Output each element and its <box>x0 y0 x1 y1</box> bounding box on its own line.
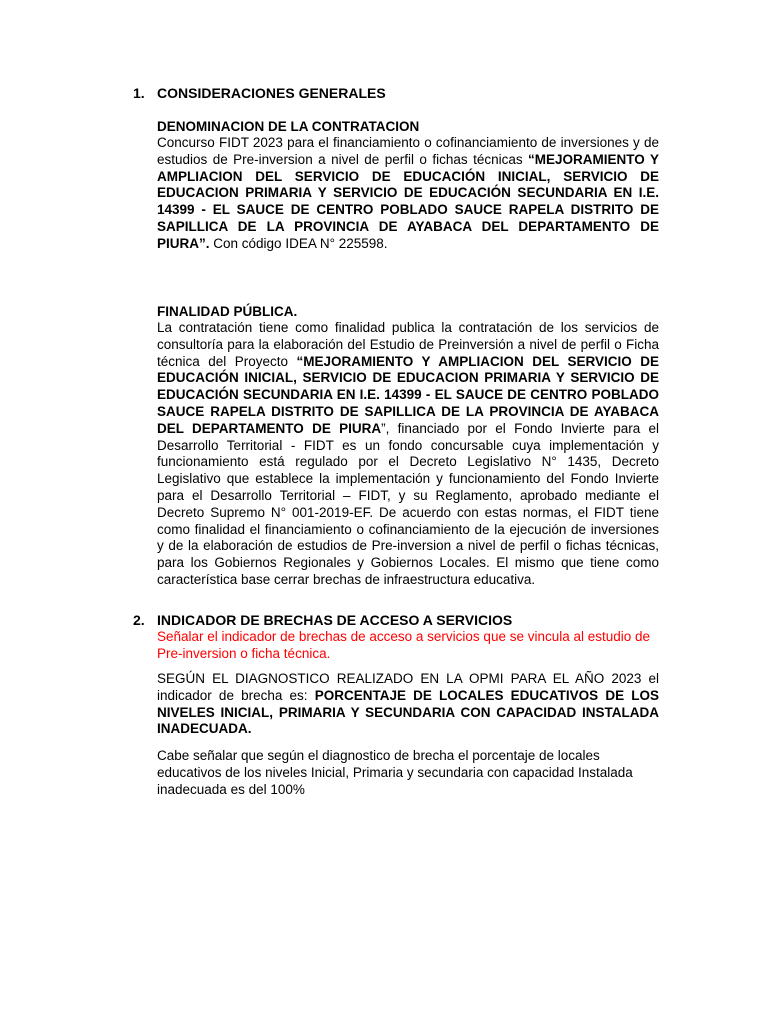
gap-indicator-name: PORCENTAJE DE LOCALES EDUCATIVOS DE LOS NIVELES INICIAL, PRIMARIA Y SECUNDARIA CON CAPACIDAD INSTALADA INADECUADA. <box>157 687 659 737</box>
denominacion-intro: Concurso FIDT 2023 para el financiamiento o cofinanciamiento de inversiones y de estudios de Pre-inversion a nivel de perfil o fichas técnicas <box>157 135 659 167</box>
denominacion-paragraph <box>157 135 659 253</box>
finalidad-paragraph <box>157 320 659 589</box>
section-2-heading <box>133 612 512 629</box>
denominacion-project-name: “MEJORAMIENTO Y AMPLIACION DEL SERVICIO DE EDUCACIÓN INICIAL, SERVICIO DE EDUCACION PRIMARIA Y SERVICIO DE EDUCACIÓN SECUNDARIA EN I.E. 14399 - EL SAUCE DE CENTRO POBLADO SAUCE RAPELA DISTRITO DE SAPILLICA DE LA PROVINCIA DE AYABACA DEL DEPARTAMENTO DE PIURA”. <box>157 151 659 251</box>
denominacion-code: Con código IDEA N° 225598. <box>209 235 388 251</box>
section-2-number: 2. <box>133 612 145 628</box>
finalidad-rest: ”, financiado por el Fondo Invierte para el Desarrollo Territorial - FIDT es un fondo concursable cuya implementación y funcionamiento está regulado por el Decreto Legislativo N° 1435, Decreto Legislativo que establece la implementación y funcionamiento del Fondo Invierte para el Desarrollo Territorial – FIDT, y su Reglamento, aprobado mediante el Decreto Supremo N° 001-2019-EF. De acuerdo con estas normas, el FIDT tiene como finalidad el financiamiento o cofinanciamiento de la ejecución de inversiones y de la elaboración de estudios de Pre-inversion a nivel de perfil o fichas técnicas, para los Gobiernos Regionales y Gobiernos Locales. El mismo que tiene como característica base cerrar brechas de infraestructura educativa. <box>157 420 659 587</box>
section-1-title: CONSIDERACIONES GENERALES <box>157 85 386 101</box>
diagnostic-intro: SEGÚN EL DIAGNOSTICO REALIZADO EN LA OPMI PARA EL AÑO 2023 el indicador de brecha es: <box>157 671 659 703</box>
section-1-heading <box>133 85 386 102</box>
finalidad-heading: FINALIDAD PÚBLICA. <box>157 304 298 319</box>
section-2-title: INDICADOR DE BRECHAS DE ACCESO A SERVICIOS <box>157 612 513 628</box>
denominacion-heading: DENOMINACION DE LA CONTRATACION <box>157 119 420 134</box>
closing-paragraph: Cabe señalar que según el diagnostico de brecha el porcentaje de locales educativos de los niveles Inicial, Primaria y secundaria con capacidad Instalada inadecuada es del 100% <box>157 748 633 797</box>
finalidad-project-name: “MEJORAMIENTO Y AMPLIACION DEL SERVICIO DE EDUCACIÓN INICIAL, SERVICIO DE EDUCACION PRIMARIA Y SERVICIO DE EDUCACIÓN SECUNDARIA EN I.E. 14399 - EL SAUCE DE CENTRO POBLADO SAUCE RAPELA DISTRITO DE SAPILLICA DE LA PROVINCIA DE AYABACA DEL DEPARTAMENTO DE PIURA <box>157 353 659 436</box>
section-1-number: 1. <box>133 85 145 101</box>
section-2-instruction: Señalar el indicador de brechas de acceso a servicios que se vincula al estudio de Pre-inversion o ficha técnica. <box>157 629 651 661</box>
finalidad-intro: La contratación tiene como finalidad publica la contratación de los servicios de consultoría para la elaboración del Estudio de Preinversión a nivel de perfil o Ficha técnica del Proyecto <box>157 320 659 369</box>
diagnostic-paragraph <box>157 671 659 738</box>
